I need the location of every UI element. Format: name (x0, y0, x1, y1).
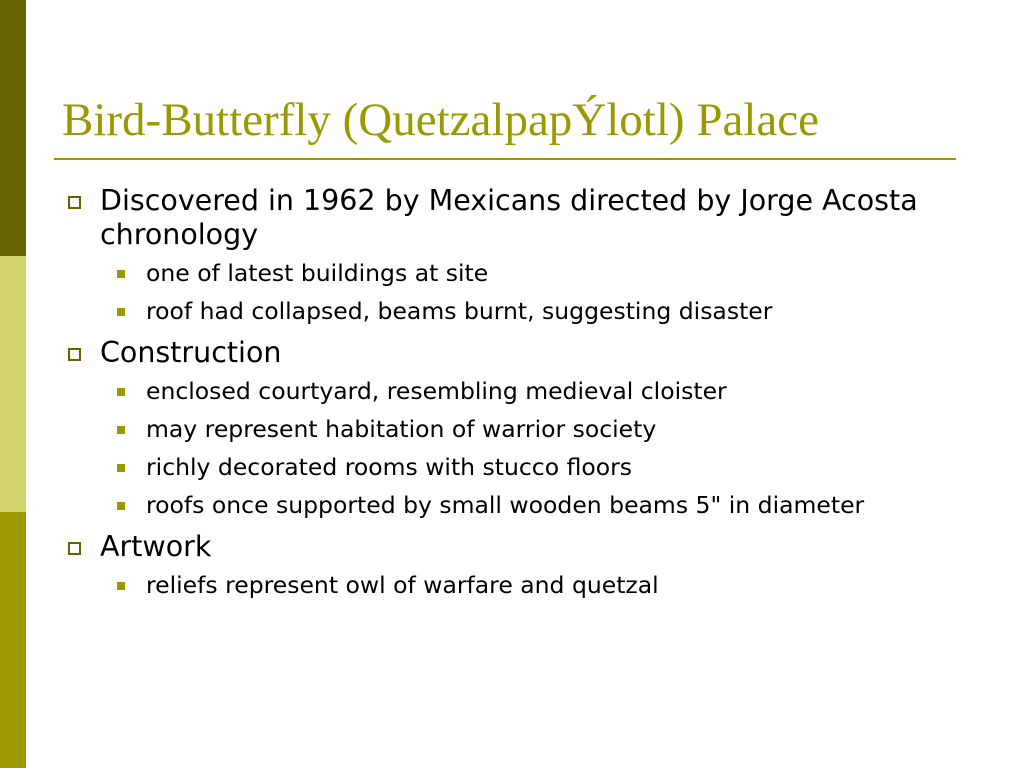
hollow-square-bullet-icon (68, 348, 81, 361)
sub-bullet-text: reliefs represent owl of warfare and quetzal (146, 571, 659, 599)
side-accent-bar (0, 0, 26, 768)
bullet-artwork (60, 530, 990, 564)
side-bar-light-segment (0, 256, 26, 512)
side-bar-olive-segment (0, 512, 26, 768)
filled-square-bullet-icon (117, 464, 125, 472)
filled-square-bullet-icon (117, 388, 125, 396)
sub-bullet-item (60, 490, 990, 520)
sub-bullet-text: enclosed courtyard, resembling medieval cloister (146, 377, 727, 405)
bullet-content (60, 184, 990, 610)
sub-bullet-text: may represent habitation of warrior society (146, 415, 657, 443)
sub-bullet-item (60, 414, 990, 444)
sub-bullet-list (60, 258, 990, 326)
filled-square-bullet-icon (117, 502, 125, 510)
hollow-square-bullet-icon (68, 196, 81, 209)
bullet-text: Discovered in 1962 by Mexicans directed by Jorge Acosta chronology (100, 184, 918, 251)
filled-square-bullet-icon (117, 582, 125, 590)
sub-bullet-list (60, 570, 990, 600)
side-bar-dark-segment (0, 0, 26, 256)
sub-bullet-item (60, 376, 990, 406)
bullet-discovered (60, 184, 990, 252)
slide-title: Bird-Butterfly (QuetzalpapÝlotl) Palace (62, 94, 819, 146)
bullet-text: Construction (100, 336, 282, 369)
filled-square-bullet-icon (117, 426, 125, 434)
sub-bullet-text: roofs once supported by small wooden beams 5" in diameter (146, 491, 865, 519)
filled-square-bullet-icon (117, 270, 125, 278)
sub-bullet-item (60, 452, 990, 482)
sub-bullet-text: one of latest buildings at site (146, 259, 489, 287)
sub-bullet-text: roof had collapsed, beams burnt, suggesting disaster (146, 297, 773, 325)
sub-bullet-text: richly decorated rooms with stucco floors (146, 453, 633, 481)
sub-bullet-item (60, 296, 990, 326)
sub-bullet-item (60, 258, 990, 288)
hollow-square-bullet-icon (68, 542, 81, 555)
title-divider (54, 158, 956, 160)
sub-bullet-item (60, 570, 990, 600)
bullet-construction (60, 336, 990, 370)
filled-square-bullet-icon (117, 308, 125, 316)
sub-bullet-list (60, 376, 990, 520)
bullet-text: Artwork (100, 530, 212, 563)
